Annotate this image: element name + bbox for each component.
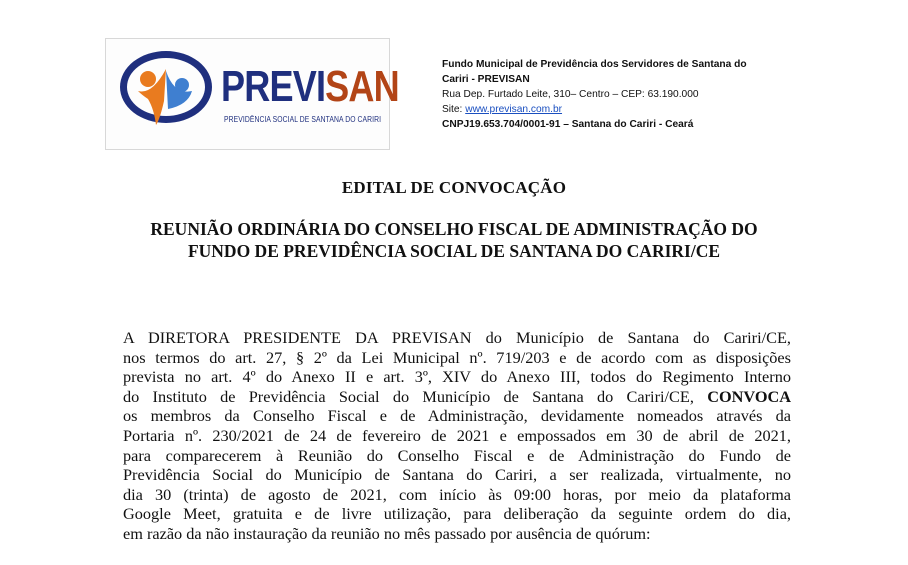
body-line: os membros da Conselho Fiscal e de Administração, devidamente nomeados através da [123,406,791,426]
org-name-line1: Fundo Municipal de Previdência dos Servidores de Santana do [442,59,747,70]
body-line: A DIRETORA PRESIDENTE DA PREVISAN do Município de Santana do Cariri/CE, [123,328,791,347]
body-line: para comparecerem à Reunião do Conselho Fiscal e de Administração do Fundo de [123,445,791,465]
body-line: dia 30 (trinta) de agosto de 2021, com início às 09:00 horas, por meio da plataforma [123,484,791,504]
org-header-info [442,57,747,132]
body-line-with-bold [123,387,791,407]
subtitle-line-2: FUNDO DE PREVIDÊNCIA SOCIAL DE SANTANA DO CARIRI/CE [187,241,721,261]
convoca-bold: CONVOCA [707,386,791,406]
subtitle-line-1: REUNIÃO ORDINÁRIA DO CONSELHO FISCAL DE ADMINISTRAÇÃO DO [150,219,758,239]
previsan-logo [105,38,399,150]
body-line: prevista no art. 4º do Anexo II e art. 3º, XIV do Anexo III, todos do Regimento Interno [123,367,791,387]
body-line: Google Meet, gratuita e de livre utilização, para deliberação da seguinte ordem do dia, [123,504,791,524]
body-line: em razão da não instauração da reunião no mês passado por ausência de quórum: [123,523,651,543]
document-title: EDITAL DE CONVOCAÇÃO [341,178,567,197]
site-label: Site: [442,104,466,115]
people-figures-icon [134,61,204,131]
body-line-text: do Instituto de Previdência Social do Município de Santana do Cariri/CE, [123,386,694,406]
org-site [442,102,747,117]
org-name-line2: Cariri - PREVISAN [442,74,530,85]
body-line: nos termos do art. 27, § 2º da Lei Municipal nº. 719/203 e de acordo com as disposições [123,347,791,367]
site-link[interactable]: www.previsan.com.br [465,104,563,115]
org-address: Rua Dep. Furtado Leite, 310– Centro – CEP: 63.190.000 [442,89,699,100]
document-body [123,328,791,544]
body-line: Portaria nº. 230/2021 de 24 de fevereiro de 2021 e empossados em 30 de abril de 2021, [123,425,791,445]
org-cnpj: CNPJ19.653.704/0001-91 – Santana do Cariri - Ceará [442,119,694,130]
logo-wordmark: PREVISAN [221,62,399,111]
body-line: Previdência Social do Município de Santana do Cariri, a ser realizada, virtualmente, no [123,465,791,485]
document-subtitle [0,218,908,262]
logo-tagline: PREVIDÊNCIA SOCIAL DE SANTANA DO CARIRI [224,115,382,124]
